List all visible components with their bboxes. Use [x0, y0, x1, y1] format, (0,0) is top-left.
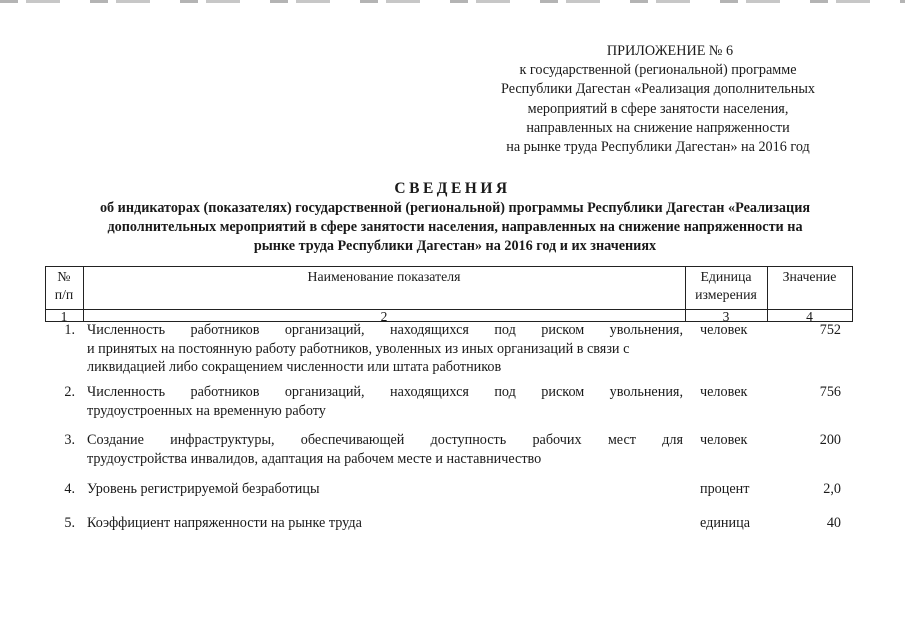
appendix-line: направленных на снижение напряженности [526, 119, 790, 136]
row-unit: процент [700, 481, 750, 497]
col-number-3: 3 [722, 309, 730, 324]
document-title: СВЕДЕНИЯ [394, 180, 511, 197]
appendix-title: ПРИЛОЖЕНИЕ № 6 [606, 43, 734, 59]
subtitle-line: дополнительных мероприятий в сфере занятости населения, направленных на снижение напряженности на [107, 219, 803, 235]
row-value: 752 [819, 322, 841, 338]
indicator-line: трудоустройства инвалидов, адаптация на рабочем месте и наставничество [87, 450, 542, 467]
row-value: 756 [819, 384, 841, 400]
row-indicator-name [87, 480, 683, 499]
row-unit: человек [700, 384, 748, 400]
row-number: 4. [64, 481, 75, 497]
document-subtitle [40, 199, 870, 256]
row-number: 2. [64, 384, 75, 400]
row-indicator-name [87, 383, 683, 420]
row-value: 200 [819, 432, 841, 448]
row-indicator-name [87, 514, 683, 533]
indicator-line: Численность работников организаций, находящихся под риском увольнения, [87, 384, 683, 400]
row-unit: человек [700, 322, 748, 338]
appendix-line: на рынке труда Республики Дагестан» на 2016 год [506, 139, 810, 156]
table-border-top [45, 266, 853, 267]
header-unit-line2: измерения [695, 287, 757, 302]
indicator-line: ликвидацией либо сокращением численности или штата работников [87, 359, 502, 376]
row-unit: человек [700, 432, 748, 448]
row-number: 5. [64, 515, 75, 531]
table-border-right [852, 266, 853, 322]
row-indicator-name [87, 431, 683, 468]
subtitle-line: об индикаторах (показателях) государственной (региональной) программы Республики Дагестан «Реализация [99, 200, 811, 216]
header-num [45, 268, 83, 304]
col-number-4: 4 [806, 309, 813, 324]
row-value: 40 [826, 515, 841, 531]
header-num-line2: п/п [54, 287, 74, 302]
header-name: Наименование показателя [307, 269, 461, 284]
indicator-line: Численность работников организаций, находящихся под риском увольнения, [87, 322, 683, 338]
col-number-1: 1 [60, 309, 68, 324]
subtitle-line: рынке труда Республики Дагестан» на 2016 год и их значениях [253, 238, 657, 254]
header-unit-line1: Единица [700, 269, 752, 284]
header-unit [685, 268, 767, 304]
indicator-line: Создание инфраструктуры, обеспечивающей доступность рабочих мест для [87, 432, 683, 448]
appendix-line: мероприятий в сфере занятости населения, [527, 100, 789, 117]
col-number-2: 2 [380, 309, 388, 324]
appendix-header [470, 42, 846, 157]
row-indicator-name [87, 321, 683, 377]
indicator-line: и принятых на постоянную работу работников, уволенных из иных организаций в связи с [87, 340, 630, 357]
table-header [45, 266, 853, 322]
appendix-line: Республики Дагестан «Реализация дополнительных [501, 81, 815, 98]
row-number: 1. [64, 322, 75, 338]
indicator-line: Уровень регистрируемой безработицы [87, 481, 320, 497]
row-value: 2,0 [823, 481, 841, 497]
indicator-line: трудоустроенных на временную работу [87, 402, 326, 419]
row-unit: единица [700, 515, 750, 531]
indicator-line: Коэффициент напряженности на рынке труда [87, 515, 362, 531]
header-num-line1: № [57, 269, 71, 284]
row-number: 3. [64, 432, 75, 448]
header-value: Значение [782, 269, 837, 284]
scan-edge-artifact [0, 0, 905, 3]
appendix-line: к государственной (региональной) программе [519, 62, 797, 79]
